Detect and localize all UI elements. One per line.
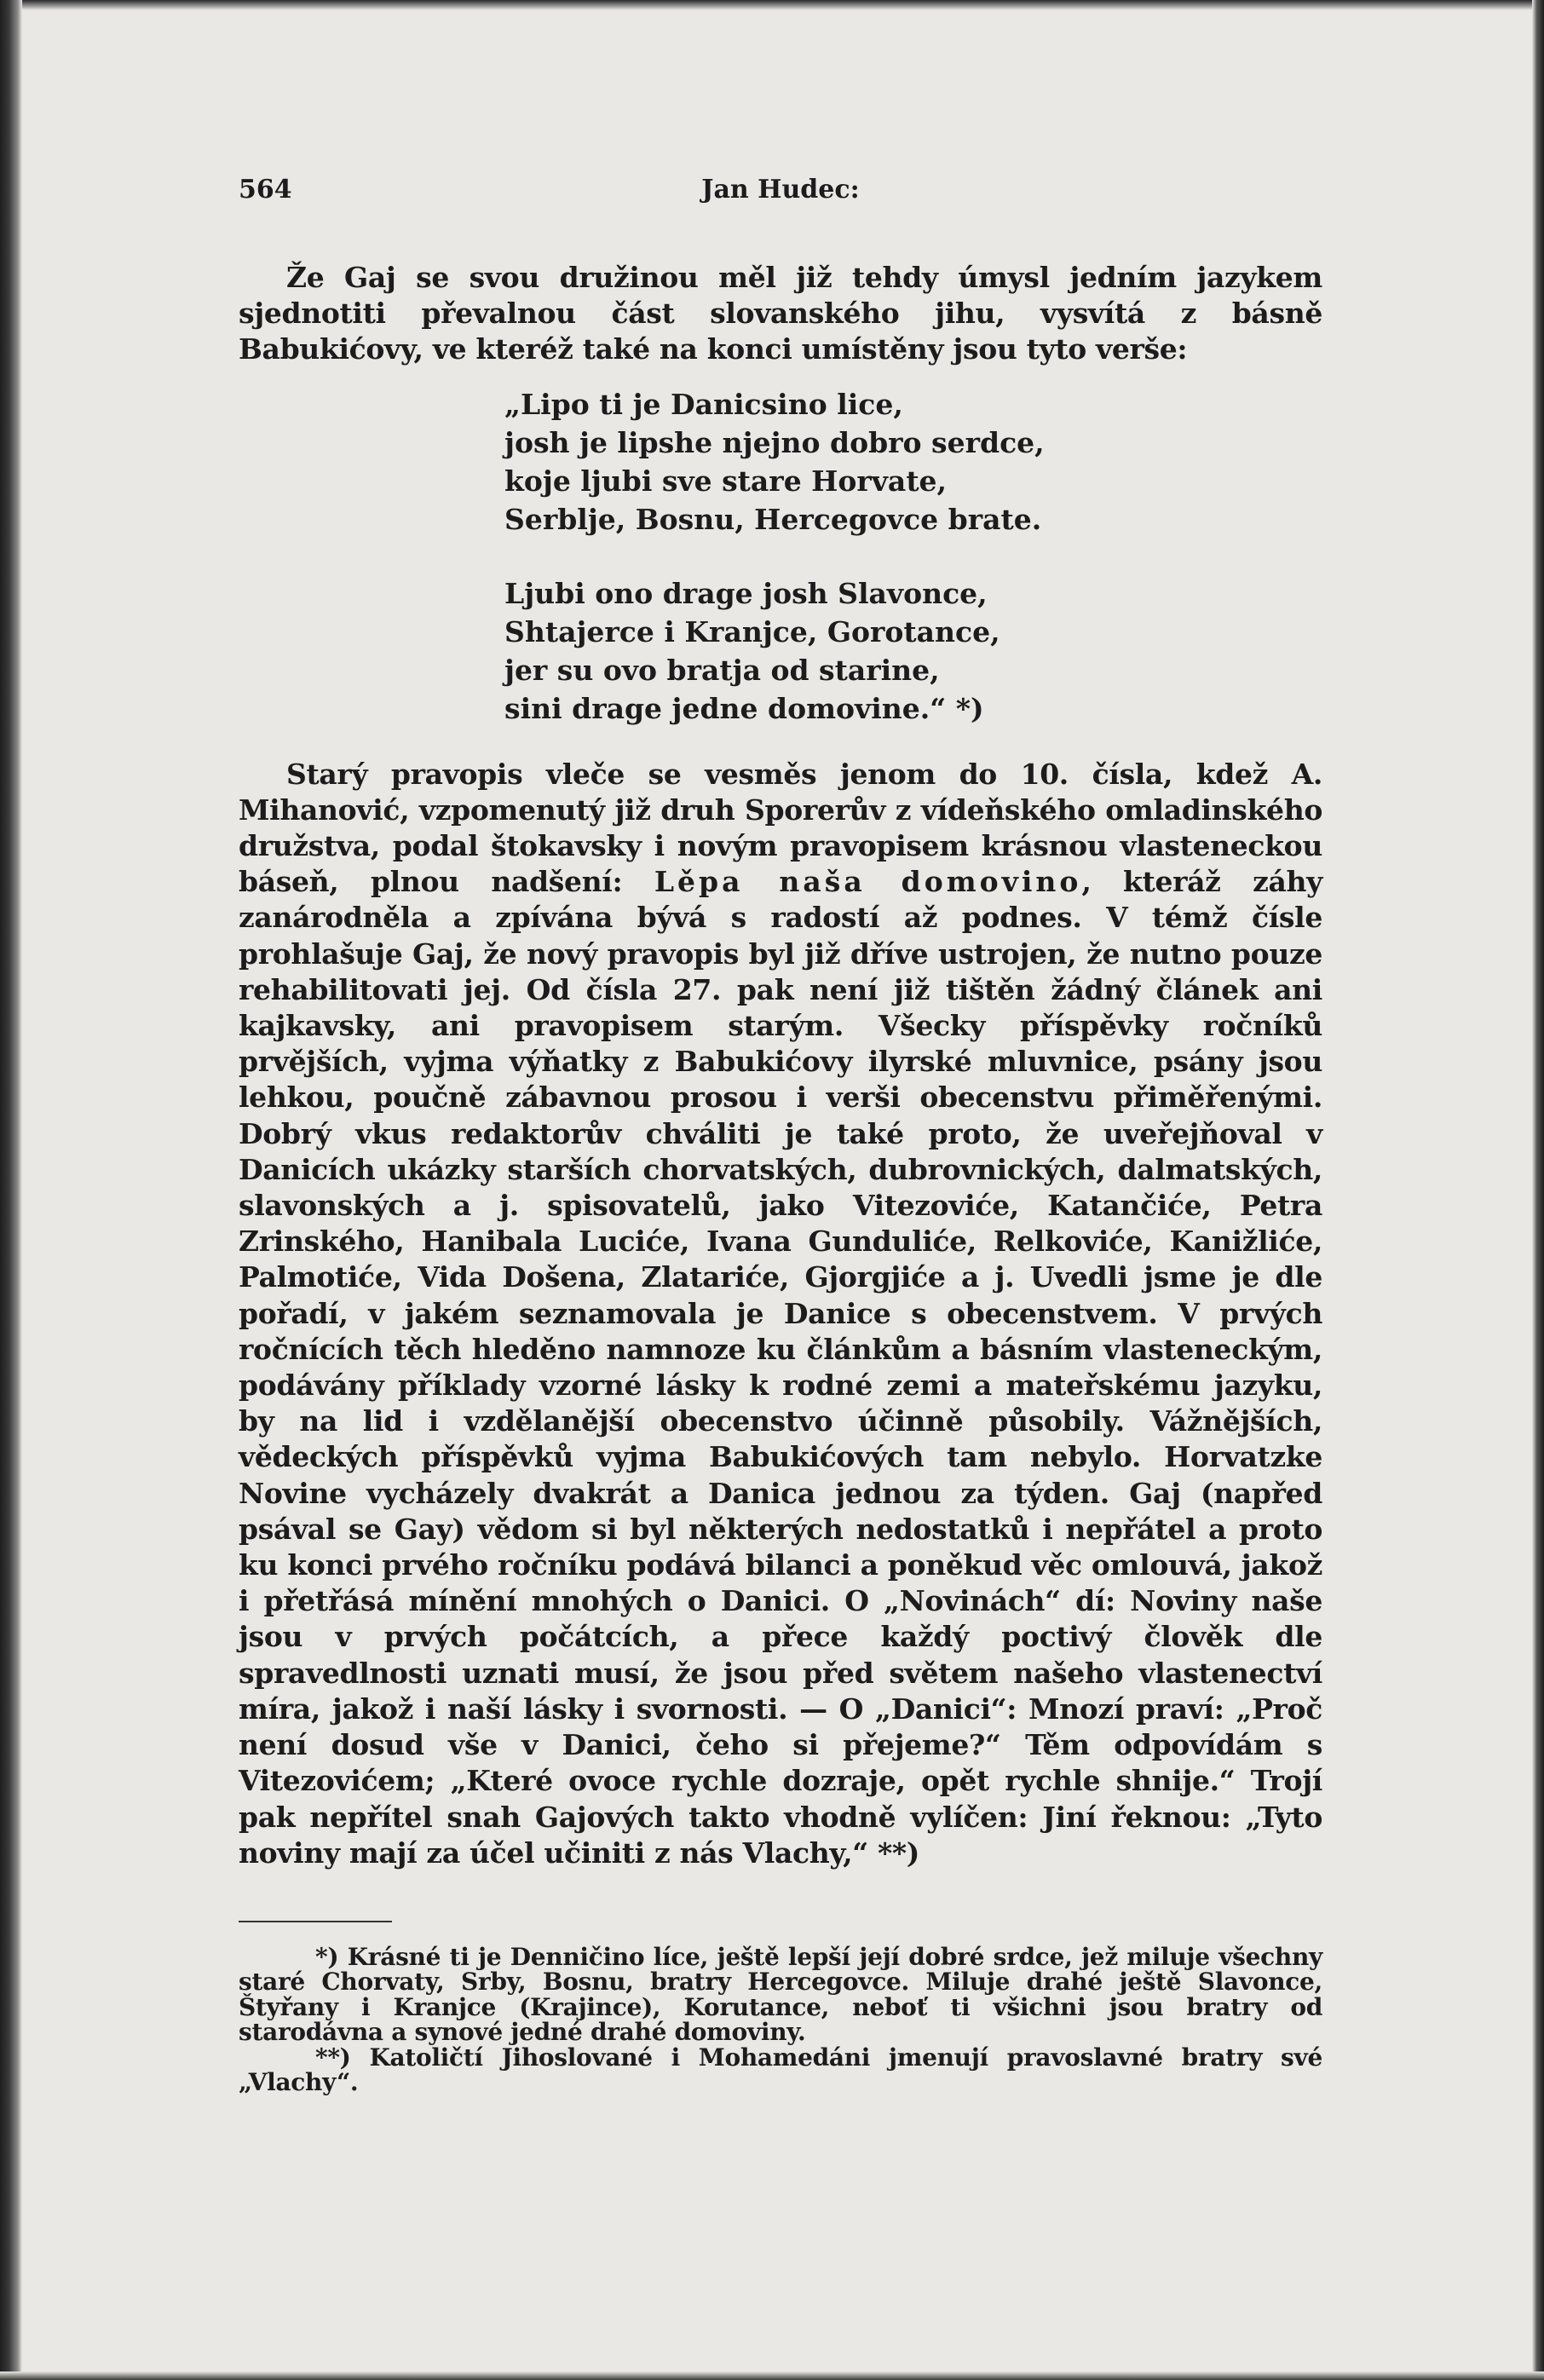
footnote-separator xyxy=(239,1921,392,1922)
scan-edge-left xyxy=(0,0,22,2380)
poem-stanza-2 xyxy=(504,574,1322,728)
book-page xyxy=(239,175,1322,2095)
footnote-2-text: **) Katoličtí Jihoslované i Mohamedáni jmenují pravoslavné bratry své „Vlachy“. xyxy=(239,2043,1322,2097)
verse-line: Shtajerce i Kranjce, Gorotance, xyxy=(504,614,1000,648)
scan-edge-bottom xyxy=(0,2371,1544,2380)
page-header xyxy=(239,175,1322,226)
poem-stanza-1 xyxy=(504,385,1322,539)
verse-line: koje ljubi sve stare Horvate, xyxy=(504,464,948,498)
poem-title-spaced: Lěpa naša domovino xyxy=(654,865,1082,899)
main-paragraph xyxy=(239,757,1322,1871)
scan-edge-right xyxy=(1532,0,1544,2380)
footnote-1-text: *) Krásné ti je Denničino líce, ještě lepší její dobré srdce, jež miluje všechny staré Chorvaty, Srby, Bosnu, bratry Hercegovce. Miluje drahé ještě Slavonce, Štyřany i Kranjce (Krajince), Korutance, neboť ti všichni jsou bratry od starodávna a synové jedné drahé domoviny. xyxy=(239,1942,1322,2047)
verse-line: sini drage jedne domovine.“ *) xyxy=(504,691,984,725)
footnote-1 xyxy=(239,1942,1322,2047)
verse-line: „Lipo ti je Danicsino lice, xyxy=(504,387,903,421)
page-number: 564 xyxy=(239,175,292,205)
verse-line: jer su ovo bratja od starine, xyxy=(504,653,940,687)
verse-line: josh je lipshe njejno dobro serdce, xyxy=(504,425,1045,459)
scan-edge-top xyxy=(0,0,1544,10)
verse-line: Ljubi ono drage josh Slavonce, xyxy=(504,576,988,610)
running-head: Jan Hudec: xyxy=(701,175,860,205)
main-text-part-1: Starý pravopis vleče se vesměs jenom do 10. čísla, kdež A. Mihanović, vzpomenutý již druh Sporerův z vídeňského omladinského družstva, podal štokavsky i novým pravopisem krásnou vlasteneckou báseň, plnou nadšení: xyxy=(239,757,1322,899)
main-text-part-2: , kteráž záhy zanárodněla a zpívána bývá s radostí až podnes. V témž čísle prohlašuje Gaj, že nový pravopis byl již dříve ustrojen, že nutno pouze rehabilitovati jej. Od čísla 27. pak není již tištěn žádný článek ani kajkavsky, ani pravopisem starým. Všecky příspěvky ročníků prvějších, vyjma výňatky z Babukićovy ilyrské mluvnice, psány jsou lehkou, poučně zábavnou prosou i verši obecenstvu přiměřenými. Dobrý vkus redaktorův chváliti je také proto, že uveřejňoval v Danicích ukázky starších chorvatských, dubrovnických, dalmatských, slavonských a j. spisovatelů, jako Vitezoviće, Katančiće, Petra Zrinského, Hanibala Luciće, Ivana Gundulićе, Relkoviće, Kanižliće, Palmotiće, Vida Došena, Zlatariće, Gjorgjiće a j. Uvedli jsme je dle pořadí, v jakém seznamovala je Danice s obecenstvem. V prvých ročnících těch hleděno namnoze ku článkům a básním vlasteneckým, podávány příklady vzorné lásky k rodné zemi a mateřskému jazyku, by na lid i vzdělanější obecenstvo účinně působily. Vážnějších, vědeckých příspěvků vyjma Babukićových tam nebylo. Horvatzke Novine vycházely dvakrát a Danica jednou za týden. Gaj (napřed psával se Gay) vědom si byl některých nedostatků i nepřátel a proto ku konci prvého ročníku podává bilanci a poněkud věc omlouvá, jakož i přetřásá mínění mnohých o Danici. O „Novinách“ dí: Noviny naše jsou v prvých počátcích, a přece každý poctivý člověk dle spravedlnosti uznati musí, že jsou před světem našeho vlastenectví míra, jakož i naší lásky i svornosti. — O „Danici“: Mnozí praví: „Proč není dosud vše v Danici, čeho si přejeme?“ Těm odpovídám s Vitezovićem; „Které ovoce rychle dozraje, opět rychle shnije.“ Trojí pak nepřítel snah Gajových takto vhodně vylíčen: Jiní řeknou: „Tyto noviny mají za účel učiniti z nás Vlachy,“ **) xyxy=(239,865,1322,1870)
footnote-2 xyxy=(239,2045,1322,2095)
verse-line: Serblje, Bosnu, Hercegovce brate. xyxy=(504,502,1042,536)
poem xyxy=(504,385,1322,728)
intro-paragraph: Že Gaj se svou družinou měl již tehdy úmysl jedním jazykem sjednotiti převalnou část slovanského jihu, vysvítá z básně Babukićovy, ve kteréž také na konci umístěny jsou tyto verše: xyxy=(239,261,1322,366)
